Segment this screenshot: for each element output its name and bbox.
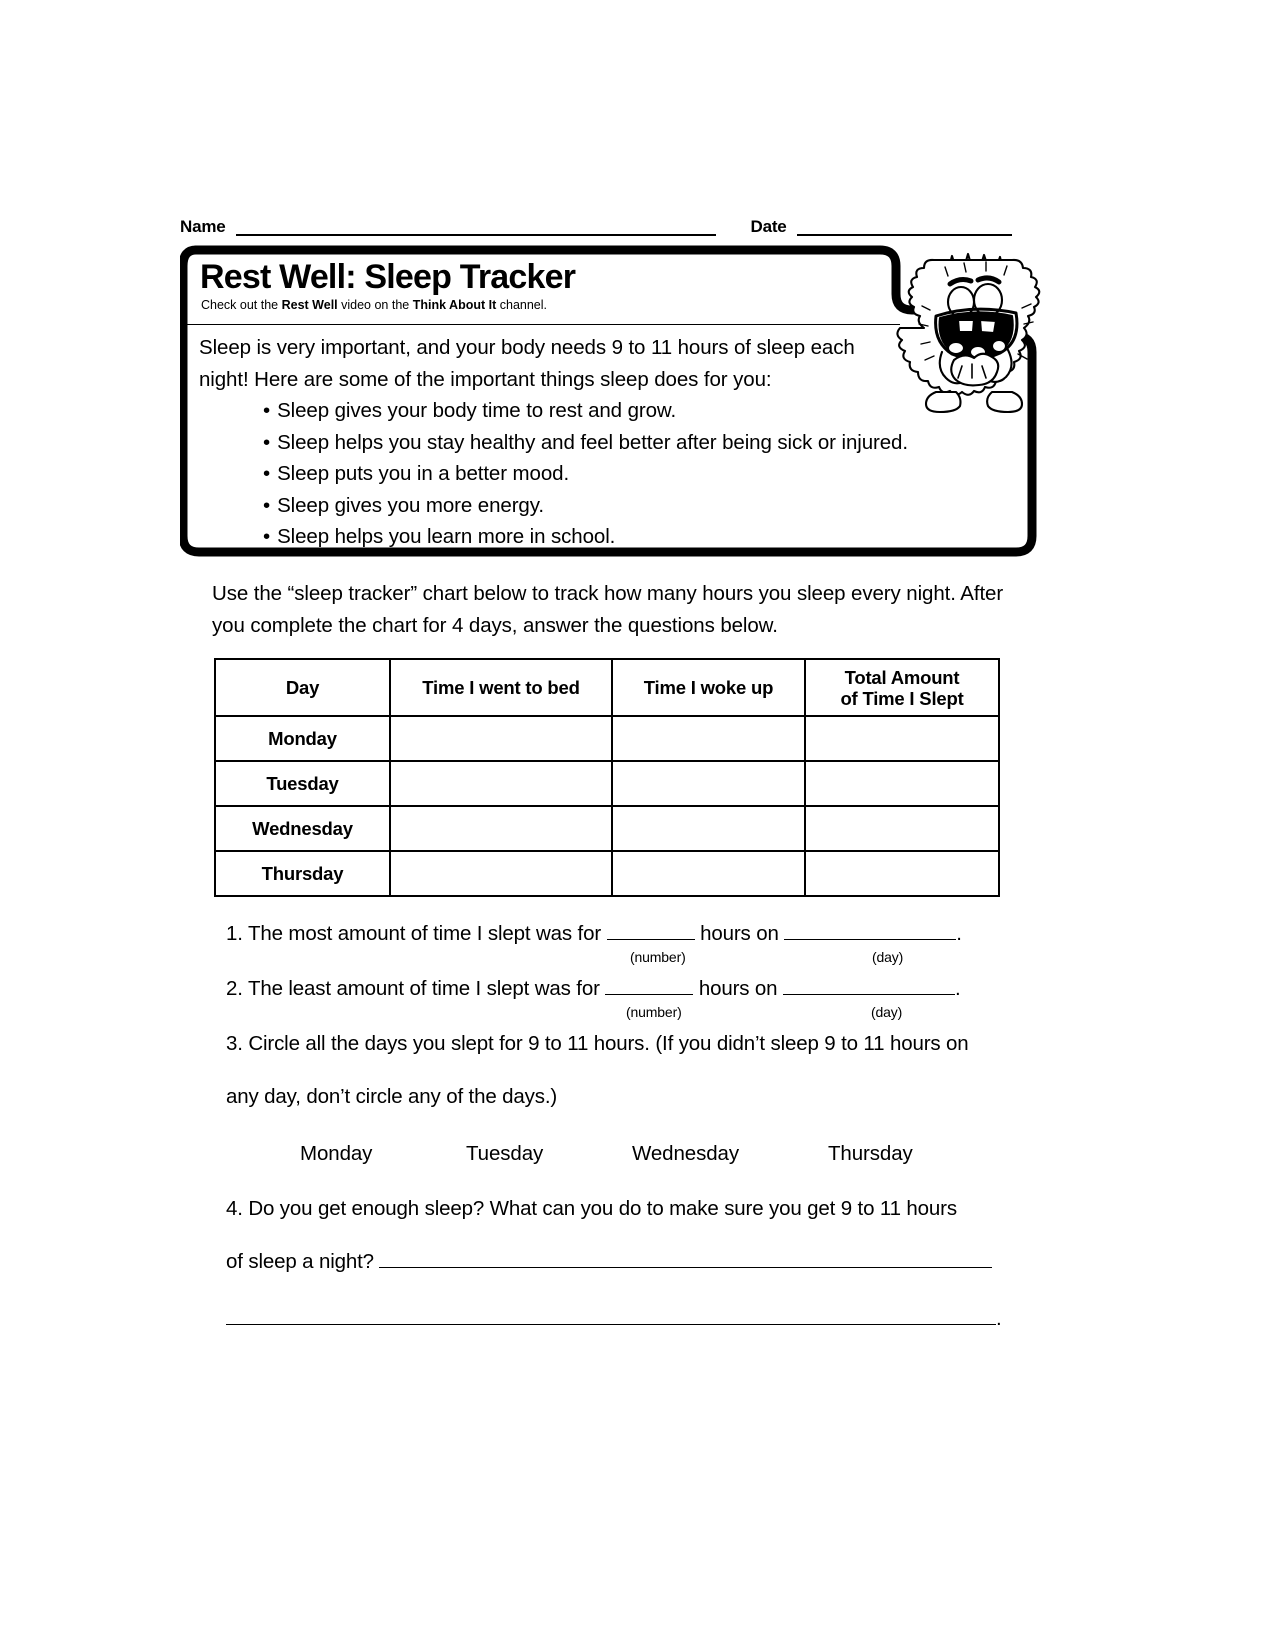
- question-3: [226, 1028, 1016, 1169]
- cell-bedtime[interactable]: [390, 761, 612, 806]
- table-row: [215, 716, 999, 761]
- row-day-label: Tuesday: [215, 761, 390, 806]
- question-1-period: .: [956, 922, 962, 945]
- list-item: • Sleep gives you more energy.: [199, 490, 889, 522]
- question-3-number: 3.: [226, 1032, 243, 1055]
- cell-total-slept[interactable]: [805, 851, 999, 896]
- total-header-line1: Total Amount: [844, 666, 960, 688]
- subtitle-suffix: channel.: [496, 298, 547, 312]
- sleep-tracker-table: [214, 658, 1000, 897]
- intro-paragraph: Sleep is very important, and your body needs 9 to 11 hours of sleep each night! Here are some of the important things sleep does for you:: [199, 336, 855, 391]
- total-header-line2: of Time I Slept: [840, 687, 964, 709]
- question-2-middle: hours on: [698, 977, 778, 1000]
- title-divider: [184, 324, 900, 325]
- question-1-number: 1.: [226, 922, 243, 945]
- question-4-period: .: [996, 1307, 1002, 1330]
- column-header-woke-up: Time I woke up: [612, 659, 805, 716]
- worksheet-subtitle: [201, 298, 547, 313]
- question-4-answer-line-1[interactable]: [379, 1267, 992, 1268]
- cell-woke-up[interactable]: [612, 851, 805, 896]
- cell-total-slept[interactable]: [805, 716, 999, 761]
- cell-woke-up[interactable]: [612, 716, 805, 761]
- day-option-wednesday[interactable]: Wednesday: [632, 1142, 739, 1165]
- question-4-number: 4.: [226, 1197, 243, 1220]
- row-day-label: Monday: [215, 716, 390, 761]
- cell-total-slept[interactable]: [805, 761, 999, 806]
- question-4-line2-text: of sleep a night?: [226, 1250, 374, 1273]
- subtitle-middle: video on the: [337, 298, 413, 312]
- day-options-row: [226, 1138, 1016, 1169]
- question-2-number: 2.: [226, 977, 243, 1000]
- table-header-row: [215, 659, 999, 716]
- list-item: • Sleep puts you in a better mood.: [199, 458, 889, 490]
- question-2-number-blank[interactable]: [605, 994, 693, 995]
- question-1-number-hint: (number): [630, 949, 686, 965]
- question-2-day-hint: (day): [871, 1004, 903, 1020]
- instructions-text: Use the “sleep tracker” chart below to track how many hours you sleep every night. After you complete the chart for 4 days, answer the questions below.: [212, 582, 1004, 637]
- intro-body: [199, 332, 908, 553]
- cell-bedtime[interactable]: [390, 851, 612, 896]
- list-item: • Sleep helps you stay healthy and feel better after being sick or injured.: [199, 427, 889, 459]
- list-item: • Sleep helps you learn more in school.: [199, 521, 889, 553]
- cell-bedtime[interactable]: [390, 806, 612, 851]
- questions-section: [226, 918, 1016, 1334]
- question-4-line1: Do you get enough sleep? What can you do to make sure you get 9 to 11 hours: [248, 1197, 957, 1220]
- name-date-row: [180, 210, 1038, 236]
- subtitle-video-name: Rest Well: [281, 298, 338, 312]
- cell-woke-up[interactable]: [612, 806, 805, 851]
- column-header-day: Day: [215, 659, 390, 716]
- cell-total-slept[interactable]: [805, 806, 999, 851]
- day-option-monday[interactable]: Monday: [300, 1142, 373, 1165]
- table-row: [215, 851, 999, 896]
- question-1-day-blank[interactable]: [784, 939, 956, 940]
- day-option-tuesday[interactable]: Tuesday: [466, 1142, 544, 1165]
- worksheet-title: Rest Well: Sleep Tracker: [200, 258, 576, 296]
- name-label: Name: [180, 217, 226, 236]
- row-day-label: Thursday: [215, 851, 390, 896]
- sleep-benefits-list: [199, 395, 908, 553]
- question-4: [226, 1193, 1016, 1334]
- cell-bedtime[interactable]: [390, 716, 612, 761]
- question-3-line2: any day, don’t circle any of the days.): [226, 1085, 558, 1108]
- column-header-bedtime: Time I went to bed: [390, 659, 612, 716]
- cell-woke-up[interactable]: [612, 761, 805, 806]
- column-header-total-slept: [805, 659, 999, 716]
- subtitle-prefix: Check out the: [201, 298, 282, 312]
- table-row: [215, 761, 999, 806]
- row-day-label: Wednesday: [215, 806, 390, 851]
- question-2-number-hint: (number): [626, 1004, 682, 1020]
- date-label: Date: [750, 217, 787, 236]
- question-1: [226, 918, 1016, 969]
- table-row: [215, 806, 999, 851]
- question-2-day-blank[interactable]: [783, 994, 955, 995]
- furry-monster-icon: [896, 240, 1056, 420]
- question-2-period: .: [954, 977, 961, 1000]
- question-1-number-blank[interactable]: [607, 939, 695, 940]
- list-item: • Sleep gives your body time to rest and grow.: [199, 395, 889, 427]
- question-1-text: The most amount of time I slept was for: [247, 922, 602, 945]
- question-2-text: The least amount of time I slept was for: [247, 977, 600, 1000]
- date-input-line[interactable]: [797, 221, 1012, 236]
- subtitle-channel-name: Think About It: [412, 298, 497, 312]
- day-option-thursday[interactable]: Thursday: [828, 1142, 913, 1165]
- question-1-day-hint: (day): [872, 949, 904, 965]
- question-1-middle: hours on: [700, 922, 779, 945]
- name-input-line[interactable]: [236, 221, 716, 236]
- question-4-answer-line-2[interactable]: [226, 1324, 996, 1325]
- question-3-line1: Circle all the days you slept for 9 to 11 hours. (If you didn’t sleep 9 to 11 hours on: [248, 1032, 969, 1055]
- question-2: [226, 973, 1016, 1024]
